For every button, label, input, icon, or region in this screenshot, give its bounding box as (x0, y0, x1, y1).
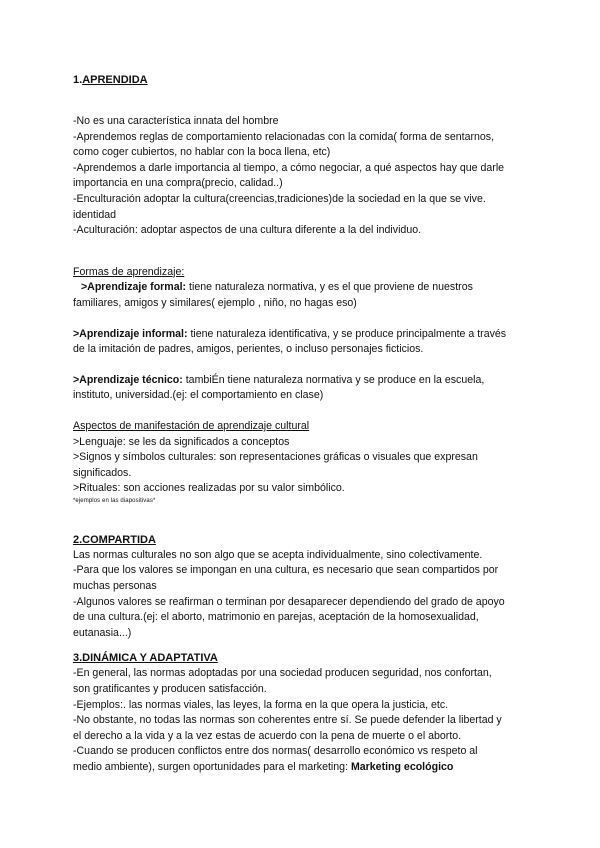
s2-line-2: -Para que los valores se impongan en una cultura, es necesario que sean compartidos por (73, 564, 499, 577)
s2-line-1: Las normas culturales no son algo que se acepta individualmente, sino colectivamente. (73, 548, 483, 561)
s3-line-4: -No obstante, no todas las normas son coherentes entre sí. Se puede defender la libertad y (73, 714, 502, 727)
aspects-subtitle: Aspectos de manifestación de aprendizaje cultural (73, 419, 310, 432)
formal-line-2: familiares, amigos y similares( ejemplo , niño, no hagas eso) (73, 296, 357, 309)
s1-line-7: identidad (73, 208, 117, 221)
section-2-heading (73, 532, 528, 548)
informal-line-2: de la imitación de padres, amigos, perientes, o incluso personajes ficticios. (73, 343, 424, 356)
section-1-heading (73, 72, 528, 88)
marketing-ecologico-term: Marketing ecológico (350, 761, 454, 773)
s1-line-2: -Aprendemos reglas de comportamiento relacionadas con la comida( forma de sentarnos, (73, 130, 495, 143)
section-2-title: 2.COMPARTIDA (73, 533, 156, 546)
s1-line-3: como coger cubiertos, no hablar con la boca llena, etc) (73, 146, 331, 159)
s2-line-5: de una cultura.(ej: el aborto, matrimonio en parejas, aceptación de la homosexualidad, (73, 611, 479, 624)
section-3-title: 3.DINÁMICA Y ADAPTATIVA (73, 652, 218, 665)
s2-line-4: -Algunos valores se reafirman o terminan por desaparecer dependiendo del grado de apoyo (73, 595, 505, 608)
informal-term: >Aprendizaje informal: (73, 327, 188, 340)
formal-line-1: >Aprendizaje formal: tiene naturaleza normativa, y es el que proviene de nuestros (81, 281, 473, 294)
section-3-heading (73, 650, 528, 666)
aspect-line-4: >Rituales: son acciones realizadas por su valor simbólico. (73, 482, 345, 495)
s1-line-8: -Aculturación: adoptar aspectos de una cultura diferente a la del individuo. (73, 224, 422, 237)
s1-line-6: -Enculturación adoptar la cultura(creencias,tradiciones)de la sociedad en la que se vive. (73, 192, 486, 205)
section-1-number: 1. (73, 74, 83, 86)
informal-line-1: >Aprendizaje informal: tiene naturaleza identificativa, y se produce principalmente a través (73, 327, 507, 340)
aspect-line-3: significados. (73, 466, 132, 479)
s1-line-4: -Aprendemos a darle importancia al tiempo, a cómo negociar, a qué aspectos hay que darle (73, 161, 505, 174)
s3-line-6: -Cuando se producen conflictos entre dos normas( desarrollo económico vs respeto al (73, 745, 478, 758)
s1-line-1: -No es una característica innata del hombre (73, 115, 279, 127)
s3-line-2: son gratificantes y producen satisfacción. (73, 683, 267, 696)
aspect-line-1: >Lenguaje: se les da significados a conceptos (73, 435, 290, 448)
tecnico-term: >Aprendizaje técnico: (73, 373, 183, 386)
s3-line-5: el derecho a la vida y a la vez estas de acuerdo con la pena de muerte o el aborto. (73, 729, 462, 742)
section-1-title: APRENDIDA (82, 74, 148, 86)
tecnico-line-1: >Aprendizaje técnico: tambiÉn tiene naturaleza normativa y se produce en la escuela, (73, 373, 485, 386)
s3-line-7: medio ambiente), surgen oportunidades para el marketing: Marketing ecológico (73, 761, 454, 773)
aspect-line-2: >Signos y símbolos culturales: son representaciones gráficas o visuales que expresan (73, 451, 478, 464)
tecnico-line-2: instituto, universidad.(ej: el comportamiento en clase) (73, 389, 324, 402)
document-page (73, 72, 528, 776)
forms-subtitle: Formas de aprendizaje: (73, 265, 185, 278)
slides-note: *ejemplos en las diapositivas* (73, 497, 156, 504)
s2-line-6: eutanasia...) (73, 626, 132, 639)
s3-line-3: -Ejemplos:. las normas viales, las leyes, la forma en la que opera la justicia, etc. (73, 698, 449, 711)
s2-line-3: muchas personas (73, 580, 157, 593)
s1-line-5: importancia en una compra(precio, calidad..) (73, 177, 283, 190)
s3-line-1: -En general, las normas adoptadas por una sociedad producen seguridad, nos confortan, (73, 667, 492, 680)
formal-term: >Aprendizaje formal: (81, 281, 187, 294)
